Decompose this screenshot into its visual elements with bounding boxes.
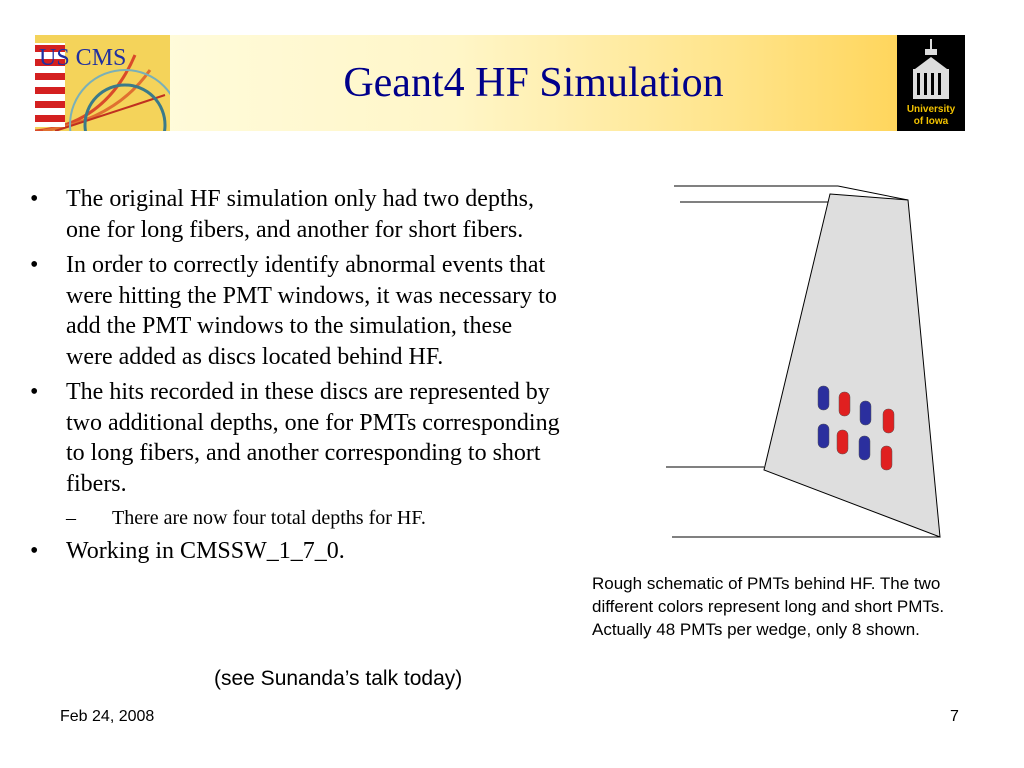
pmt-long (818, 386, 829, 410)
pmt-short (837, 430, 848, 454)
bullet-dot: • (30, 538, 39, 564)
sub-bullet-list (66, 505, 560, 531)
footer-date: Feb 24, 2008 (60, 708, 155, 725)
bullet-text: The hits recorded in these discs are represented by two additional depths, one for PMTs corresponding to long fibers, and another corresponding to short fibers. (66, 379, 560, 497)
pmt-short (839, 392, 850, 416)
bullet-dot: • (30, 186, 39, 212)
pmt-long (860, 401, 871, 425)
bullet-text: Working in CMSSW_1_7_0. (66, 538, 345, 564)
sub-bullet-dash: – (66, 507, 76, 529)
pmt-schematic (660, 178, 950, 548)
bullet-dot: • (30, 379, 39, 405)
sub-bullet-text: There are now four total depths for HF. (112, 507, 426, 529)
bullet-item (30, 536, 560, 567)
pmt-short (883, 409, 894, 433)
uscms-logo-text: US CMS (39, 45, 127, 71)
bullet-item (30, 377, 560, 531)
bullet-item (30, 184, 560, 245)
pmt-long (818, 424, 829, 448)
bullet-item (30, 250, 560, 372)
figure-caption: Rough schematic of PMTs behind HF. The two different colors represent long and short PMTs. Actually 48 PMTs per wedge, only 8 shown. (592, 574, 945, 639)
pmt-long (859, 436, 870, 460)
pmt-short (881, 446, 892, 470)
hf-wedge (764, 194, 940, 537)
sub-bullet-item (66, 505, 560, 531)
slide-title: Geant4 HF Simulation (343, 60, 724, 106)
uscms-logo (35, 35, 170, 131)
page-number: 7 (950, 708, 959, 725)
university-of-iowa-logo (897, 35, 965, 131)
iowa-logo-line-1: University (906, 104, 956, 115)
bullet-text: In order to correctly identify abnormal events that were hitting the PMT windows, it was necessary to add the PMT windows to the simulation, these were added as discs located behind HF. (66, 252, 557, 370)
see-talk-note: (see Sunanda’s talk today) (214, 667, 463, 690)
iowa-logo-line-2: of Iowa (913, 116, 949, 127)
bullet-list (30, 184, 560, 572)
bullet-dot: • (30, 252, 39, 278)
bullet-text: The original HF simulation only had two depths, one for long fibers, and another for short fibers. (66, 186, 534, 243)
